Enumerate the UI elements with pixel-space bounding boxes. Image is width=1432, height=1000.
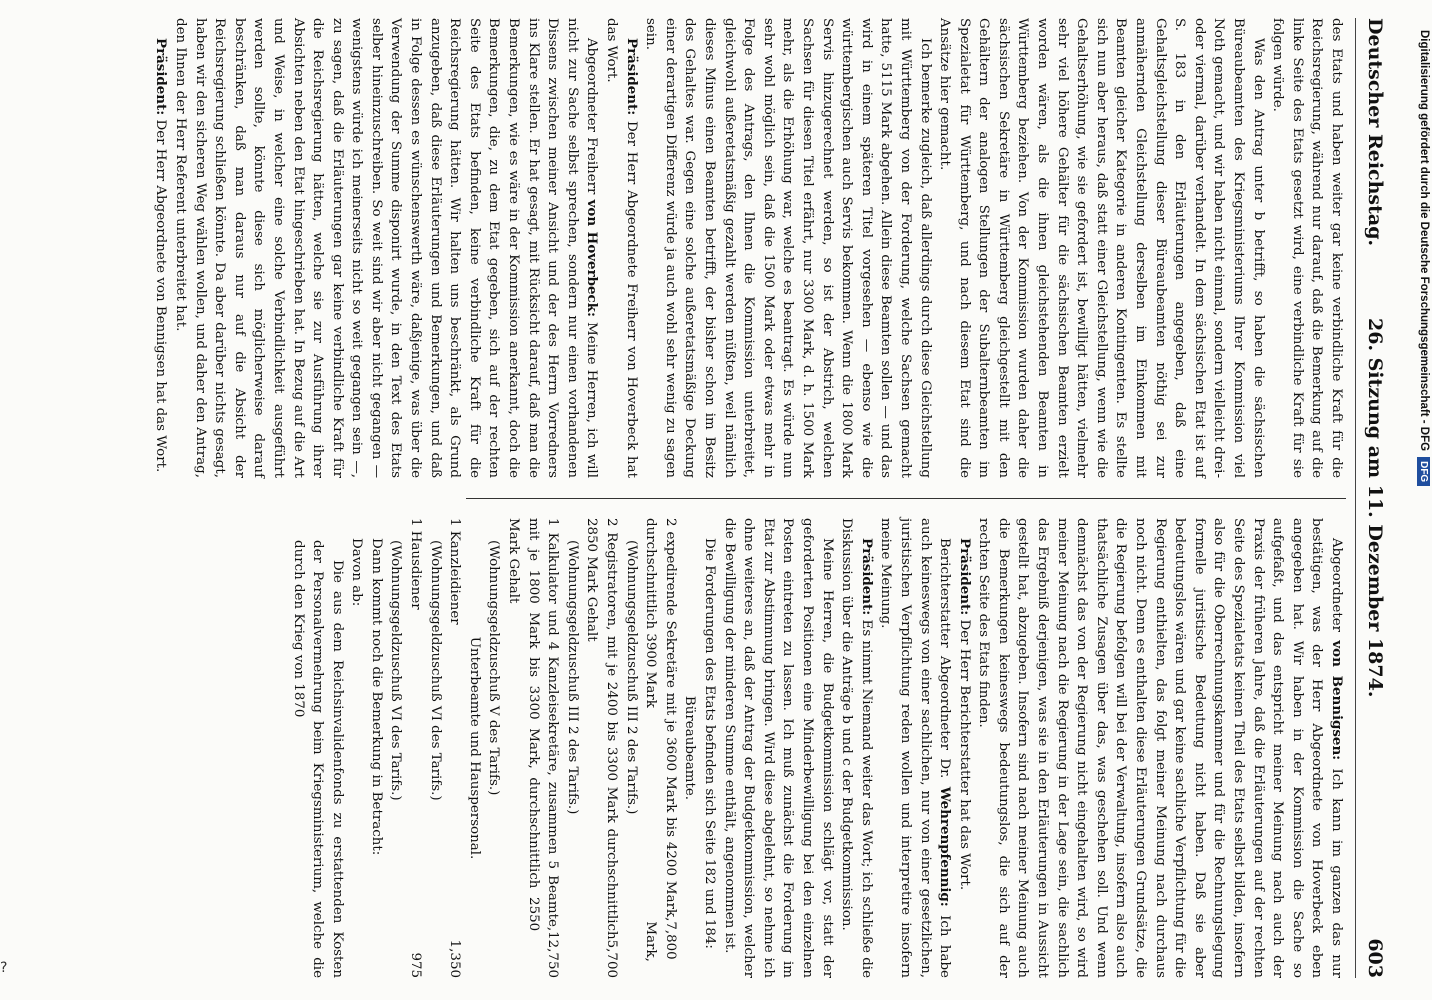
speech <box>974 518 1346 978</box>
budget-item-amount: 975 <box>408 952 424 978</box>
paragraph: Die aus dem Reichsinvalidenfonds zu erstattenden Kosten der Personalvermehrung beim Kriegsministerium, welche die durch den Krieg von 1870 <box>290 540 345 978</box>
right-column <box>288 518 1346 978</box>
speech-text: Meine Herren, ich will nicht zur Sache selbst sprechen, sondern nur einen vorhandenen Dissens zwischen meiner Ansicht und der des Herrn Vorredners ins Klare stellen. Er hat gesagt, mit Rücksicht darauf, daß man die Bemerkungen, wie es wäre in der Kommission anerkannt, doch die Bemerkungen, die, zu dem Etat gegeben, sich auf der rechten Seite des Etats befinden, keine verbindliche Kraft für die Reichsregierung hätten. Wir halten uns beschränkt, als Grund anzugeben, daß diese Erläuterungen und Bemerkungen, und daß in Folge dessen es wünschenswerth wäre, daßjenige, was über die Verwendung der Summe disponirt wurde, in den Text des Etats selber hineinzuschreiben. So weit sind wir aber nicht gegangen — wenigstens würde ich meinerseits nicht so weit gegangen sein —, zu sagen, daß die Erläuterungen gar keine verbindliche Kraft für die Reichsregierung hätten, welche sie zur Ausführung ihrer Absichten neben den Etat hingeschrieben hat. In Bezug auf die Art und Weise, in welcher eine solche Verbindlichkeit ausgeführt werden sollte, könnte diese sich möglicherweise darauf beschränken, daß man daraus nur auf die Absicht der Reichsregierung schließen könnte. Da aber darüber nichts gesagt, haben wir den sicheren Weg wählen wollen, und daher den Antrag, den Ihnen der Herr Referent unterbreitet hat. <box>172 18 600 478</box>
budget-item-text: 1 Kanzleidiener <box>447 518 463 625</box>
president-remark <box>837 518 876 978</box>
budget-item-amount: 7,800 Mark, <box>643 921 678 962</box>
budget-item-note: (Wohnungsgeldzuschuß VI des Tarifs.) <box>388 540 404 801</box>
reporter-intro: Berichterstatter Abgeordneter Dr. <box>937 538 953 779</box>
budget-item-text: 1 Hausdiener <box>408 518 424 610</box>
header-session: 26. Sitzung am 11. Dezember 1874. <box>1364 318 1386 698</box>
speaker-intro: Abgeordneter Freiherr <box>584 38 600 195</box>
budget-item-text: 1 Kalkulator und 4 Kanzleisekretäre, zusammen 5 Beamte, mit je 1800 Mark bis 3300 Mark, durchschnittlich 2550 Mark Gehalt <box>506 518 561 932</box>
budget-item <box>445 518 465 978</box>
president-label: Präsident: <box>153 38 170 116</box>
paragraph: des Etats und haben weiter gar keine verbindliche Kraft für die Reichsregierung, während nur darauf, daß die Bemerkung auf die linke Seite des Etats gesetzt wird, eine verbindliche Kraft für sie folgen würde. <box>1270 18 1344 478</box>
section-heading: Unterbeamte und Hauspersonal. <box>466 636 482 860</box>
president-remark <box>151 18 171 478</box>
column-divider <box>466 498 1346 499</box>
speaker-intro: Abgeordneter <box>1329 538 1344 633</box>
budget-item-text: 2 Registratoren, mit je 2400 bis 3300 Mark durchschnittlich 2850 Mark Gehalt <box>584 518 620 940</box>
president-remark <box>954 518 974 978</box>
budget-item-note: (Wohnungsgeldzuschuß III 2 des Tarifs.) <box>623 540 639 815</box>
paragraph: Die Forderungen des Etats befinden sich Seite 182 und 184: <box>702 538 717 949</box>
section-heading: Büreaubeamte. <box>682 695 698 801</box>
dfg-logo: DFG <box>1417 457 1430 486</box>
president-text: Es nimmt Niemand weiter das Wort; ich schließe die Diskussion über die Anträge b und c der Budgetkommission. <box>839 518 874 978</box>
budget-item-note: (Wohnungsgeldzuschuß V des Tarifs.) <box>486 540 502 796</box>
left-column <box>151 18 1346 478</box>
president-remark <box>601 18 640 478</box>
president-label: Präsident: <box>623 38 640 116</box>
digitization-credit <box>1408 30 1430 980</box>
budget-item <box>503 518 562 978</box>
paragraph: Ich bemerke zugleich, daß allerdings durch diese Gleichstellung mit Württemberg von der Forderung, welche Sachsen gemacht hatte, 5115 Mark abgehen. Allein diese Beamten sollen — und das wird in einem späteren Titel vorgesehen — ebenso wie die württembergischen auch Servis bekommen. Wenn die 1800 Mark Servis hinzugerechnet werden, so ist der Abstrich, welchen Sachsen für diesen Titel erfährt, nur 3300 Mark, d. h. 1500 Mark mehr, als die Erhöhung war, welche es beantragt. Es würde nun sehr wohl möglich sein, daß die 1500 Mark oder etwas mehr in Folge des Antrags, den Ihnen die Kommission unterbreitet, gleichwohl außeretatsmäßig gezahlt werden müßten, weil nämlich dieses Minus einen Beamten betrifft, der bisher schon im Besitz des Gehaltes war. Gegen eine solche außeretatsmäßige Deckung einer derartigen Differenz würde ja auch wohl sehr wenig zu sagen sein. <box>643 18 933 478</box>
speech <box>170 18 601 478</box>
budget-item-note: (Wohnungsgeldzuschuß VI des Tarifs.) <box>427 540 443 801</box>
speech-text: Ich kann im ganzen das nur bestätigen, was der Herr Abgeordnete von Hoverbeck eben angegeben hat. Wir haben in der Kommission die Sache so aufgefaßt, und das entspricht meiner Meinung nach auch der Praxis der früheren Jahre, daß die Erläuterungen auf der rechten Seite des Spezialetats keinen Theil des Etats selbst bilden, insofern also für die Oberrechnungskammer und für die Rechnungslegung formelle juristische Bedeutung nicht haben. Daß sie aber bedeutungslos wären und gar keine sachliche Verpflichtung für die Regierung enthielten, das folgt meiner Meinung nach durchaus noch nicht. Denn es enthalten diese Erläuterungen Grundsätze, die die Regierung befolgen will bei der Verwaltung, insofern also auch thatsächliche Zusagen über das, was geschehen soll. Und wenn demnächst das von der Regierung nicht eingehalten wird, so wird meiner Meinung nach die Regierung in der Lage sein, die sachlich das Ergebniß derjenigen, was sie in den Erläuterungen in Aussicht gestellt hat, abzugeben. Insofern sind nach meiner Meinung auch die Bemerkungen keineswegs bedeutungslos, die sich auf der rechten Seite des Etats finden. <box>976 518 1344 978</box>
president-text: Der Herr Berichterstatter hat das Wort. <box>956 619 972 891</box>
speaker-name: von Hoverbeck: <box>584 199 601 317</box>
budget-item-amount: 1,350 <box>447 939 463 978</box>
speech <box>876 518 954 978</box>
president-text: Der Herr Abgeordnete Freiherr von Hoverbeck hat das Wort. <box>604 18 639 478</box>
president-text: Der Herr Abgeordnete von Bennigsen hat das Wort. <box>153 119 169 473</box>
budget-item-text: 2 expedirende Sekretäre mit je 3600 Mark bis 4200 Mark, durchschnittlich 3900 Mark <box>643 518 678 922</box>
reporter-name: Wehrenpfennig: <box>937 786 954 907</box>
paragraph: Was den Antrag unter b betrifft, so haben die sächsischen Büreaubeamten des Kriegsministeriums Ihrer Kommission viel Noth gemacht, und wir haben nicht einmal, sondern vielleicht drei- oder viermal, darüber verhandelt. In dem sächsischen Etat ist auf S. 183 in den Erläuterungen angegeben, daß eine Gehaltsgleichstellung dieser Büreaubeamten nöthig sei zur anmähernden Gleichstellung derselben im Einkommen mit Beamten gleicher Kategorie in anderen Kontingenten. Es stellte sich nun aber heraus, daß statt einer Gleichstellung, wenn wie die Gehaltserhöhung, wie sie gefordert ist, bewilligt hätten, vielmehr sehr viel höhere Gehälter für die sächsischen Beamten erzielt worden wären, als die ihnen gleichstehenden Beamten in Württemberg beziehen. Von der Kommission wurden daher die sächsischen Sekretäre in Württemberg gleichgestellt mit den Gehältern der analogen Stellungen der Subalternbeamten im Spezialetat für Württemberg, und nach diesem Etat sind die Ansätze hier gemacht. <box>937 18 1266 478</box>
paragraph: Dann kommt noch die Bemerkung in Betracht: <box>368 538 384 856</box>
president-label: Präsident: <box>858 538 875 616</box>
paragraph: Davon ab: <box>349 538 365 607</box>
speaker-name: von Bennigsen: <box>1329 640 1345 761</box>
budget-item <box>582 518 621 978</box>
budget-item-note: (Wohnungsgeldzuschuß III 2 des Tarifs.) <box>564 540 580 815</box>
page-number: 603 <box>1364 938 1386 978</box>
speech-text: Ich habe auch keineswegs von einer sachlichen, nur von einer gesetzlichen, juristischen Verpflichtung reden wollen und interpretire insofern meine Meinung. <box>878 518 953 978</box>
president-label: Präsident: <box>956 538 973 616</box>
credit-text: Digitalisierung gefördert durch die Deutsche Forschungsgemeinschaft - DFG <box>1418 30 1430 452</box>
rotated-page-content <box>30 18 1400 978</box>
edge-mark: ? <box>0 960 8 976</box>
header-title: Deutscher Reichstag. <box>1364 18 1386 247</box>
budget-item <box>406 518 426 978</box>
page-header <box>1355 18 1400 978</box>
budget-item-amount: 5,700 <box>604 939 620 978</box>
budget-item <box>641 518 680 978</box>
budget-item-amount: 12,750 <box>545 931 561 978</box>
paragraph: Meine Herren, die Budgetkommission schlägt vor, statt der geforderten Positionen eine Minderbewilligung bei den einzelnen Posten eintreten zu lassen. Ich muß zunächst die Forderung im Etat zur Abstimmung bringen. Wird diese abgelehnt, so nehme ich ohne weiteres an, daß der Antrag der Budgetkommission, welcher die Bewilligung der minderen Summe enthält, angenommen ist. <box>721 518 835 978</box>
